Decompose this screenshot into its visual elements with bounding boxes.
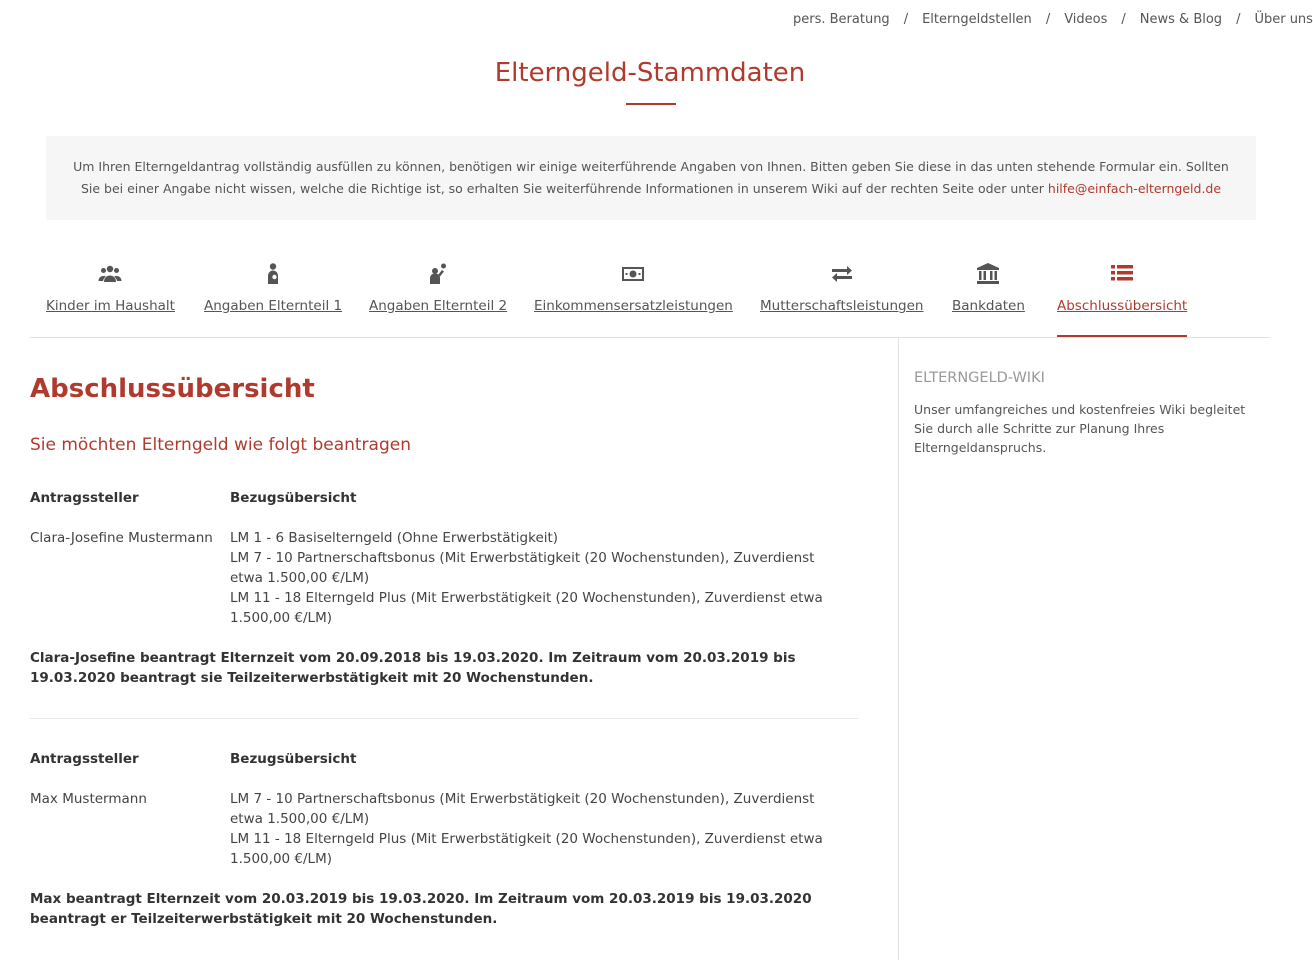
overview-line: LM 7 - 10 Partnerschaftsbonus (Mit Erwerbstätigkeit (20 Wochenstunden), Zuverdienst etwa 1.500,00 €/LM) xyxy=(230,550,815,586)
steps-divider xyxy=(30,337,1270,338)
applicant-name: Max Mustermann xyxy=(30,791,147,807)
nav-link-ueber-uns[interactable]: Über uns xyxy=(1254,12,1313,27)
column-header-overview: Bezugsübersicht xyxy=(230,751,357,767)
list-icon xyxy=(1057,262,1187,290)
applicant-name: Clara-Josefine Mustermann xyxy=(30,530,213,546)
parent-father-icon xyxy=(369,262,507,290)
step-label: Abschlussübersicht xyxy=(1057,298,1188,314)
overview-line: LM 11 - 18 Elterngeld Plus (Mit Erwerbstätigkeit (20 Wochenstunden), Zuverdienst etwa 1.500,00 €/LM) xyxy=(230,590,823,626)
step-label: Kinder im Haushalt xyxy=(46,298,175,314)
step-label: Angaben Elternteil 1 xyxy=(204,298,343,314)
step-navigation xyxy=(0,262,1280,338)
intro-text: Um Ihren Elterngeldantrag vollständig ausfüllen zu können, benötigen wir einige weiterführende Angaben von Ihnen. Bitten geben Sie diese in das unten stehende Formular ein. Sollten Sie bei einer Angabe nicht wissen, welche die Richtige ist, so erhalten Sie weiterführende Informationen in unserem Wiki auf der rechten Seite oder unter xyxy=(73,159,1229,196)
section-subtitle: Sie möchten Elterngeld wie folgt beantragen xyxy=(30,435,411,455)
money-icon xyxy=(534,262,733,290)
step-label: Einkommensersatzleistungen xyxy=(534,298,733,314)
step-label: Bankdaten xyxy=(952,298,1025,314)
applicant-block xyxy=(30,749,840,939)
sidebar-divider xyxy=(898,338,899,960)
column-header-applicant: Antragssteller xyxy=(30,490,139,506)
nav-link-news-blog[interactable]: News & Blog xyxy=(1139,12,1223,27)
column-header-overview: Bezugsübersicht xyxy=(230,490,357,506)
nav-separator: / xyxy=(1045,12,1051,27)
step-abschlussuebersicht[interactable] xyxy=(1057,262,1187,314)
sidebar-title: ELTERNGELD-WIKI xyxy=(914,370,1045,386)
step-angaben-elternteil-2[interactable] xyxy=(369,262,507,314)
column-header-applicant: Antragssteller xyxy=(30,751,139,767)
step-label: Angaben Elternteil 2 xyxy=(369,298,508,314)
nav-separator: / xyxy=(1236,12,1241,27)
intro-box xyxy=(46,136,1256,220)
step-mutterschaftsleistungen[interactable] xyxy=(760,262,923,314)
parent-mother-icon xyxy=(204,262,342,290)
nav-link-beratung[interactable]: pers. Beratung xyxy=(793,12,890,27)
users-icon xyxy=(46,262,175,290)
step-angaben-elternteil-1[interactable] xyxy=(204,262,342,314)
title-underline xyxy=(626,103,676,105)
applicant-summary: Max beantragt Elternzeit vom 20.03.2019 bis 19.03.2020. Im Zeitraum vom 20.03.2019 bis 19.03.2020 beantragt er Teilzeiterwerbstätigkeit mit 20 Wochenstunden. xyxy=(30,891,812,927)
nav-link-videos[interactable]: Videos xyxy=(1064,12,1108,27)
step-bankdaten[interactable] xyxy=(952,262,1025,314)
top-navigation xyxy=(793,12,1313,32)
overview-line: LM 11 - 18 Elterngeld Plus (Mit Erwerbstätigkeit (20 Wochenstunden), Zuverdienst etwa 1.500,00 €/LM) xyxy=(230,831,823,867)
overview-line: LM 7 - 10 Partnerschaftsbonus (Mit Erwerbstätigkeit (20 Wochenstunden), Zuverdienst etwa 1.500,00 €/LM) xyxy=(230,791,815,827)
help-email-link[interactable]: hilfe@einfach-elterngeld.de xyxy=(1047,181,1222,196)
exchange-icon xyxy=(760,262,923,290)
overview-lines xyxy=(230,789,840,869)
overview-lines xyxy=(230,528,840,628)
nav-separator: / xyxy=(1121,12,1126,27)
step-einkommensersatzleistungen[interactable] xyxy=(534,262,733,314)
applicant-divider xyxy=(30,718,858,719)
sidebar-text: Unser umfangreiches und kostenfreies Wiki begleitet Sie durch alle Schritte zur Planung Ihres Elterngeldanspruchs. xyxy=(914,402,1246,455)
nav-link-elterngeldstellen[interactable]: Elterngeldstellen xyxy=(922,12,1032,27)
overview-line: LM 1 - 6 Basiselterngeld (Ohne Erwerbstätigkeit) xyxy=(230,530,559,546)
page-title: Elterngeld-Stammdaten xyxy=(494,58,806,88)
step-kinder-im-haushalt[interactable] xyxy=(46,262,175,314)
section-title: Abschlussübersicht xyxy=(30,374,315,404)
bank-icon xyxy=(952,262,1025,290)
step-label: Mutterschaftsleistungen xyxy=(760,298,924,314)
nav-separator: / xyxy=(903,12,909,27)
applicant-summary: Clara-Josefine beantragt Elternzeit vom 20.09.2018 bis 19.03.2020. Im Zeitraum vom 20.03.2019 bis 19.03.2020 beantragt sie Teilzeiterwerbstätigkeit mit 20 Wochenstunden. xyxy=(30,650,796,686)
applicant-block xyxy=(30,488,840,688)
